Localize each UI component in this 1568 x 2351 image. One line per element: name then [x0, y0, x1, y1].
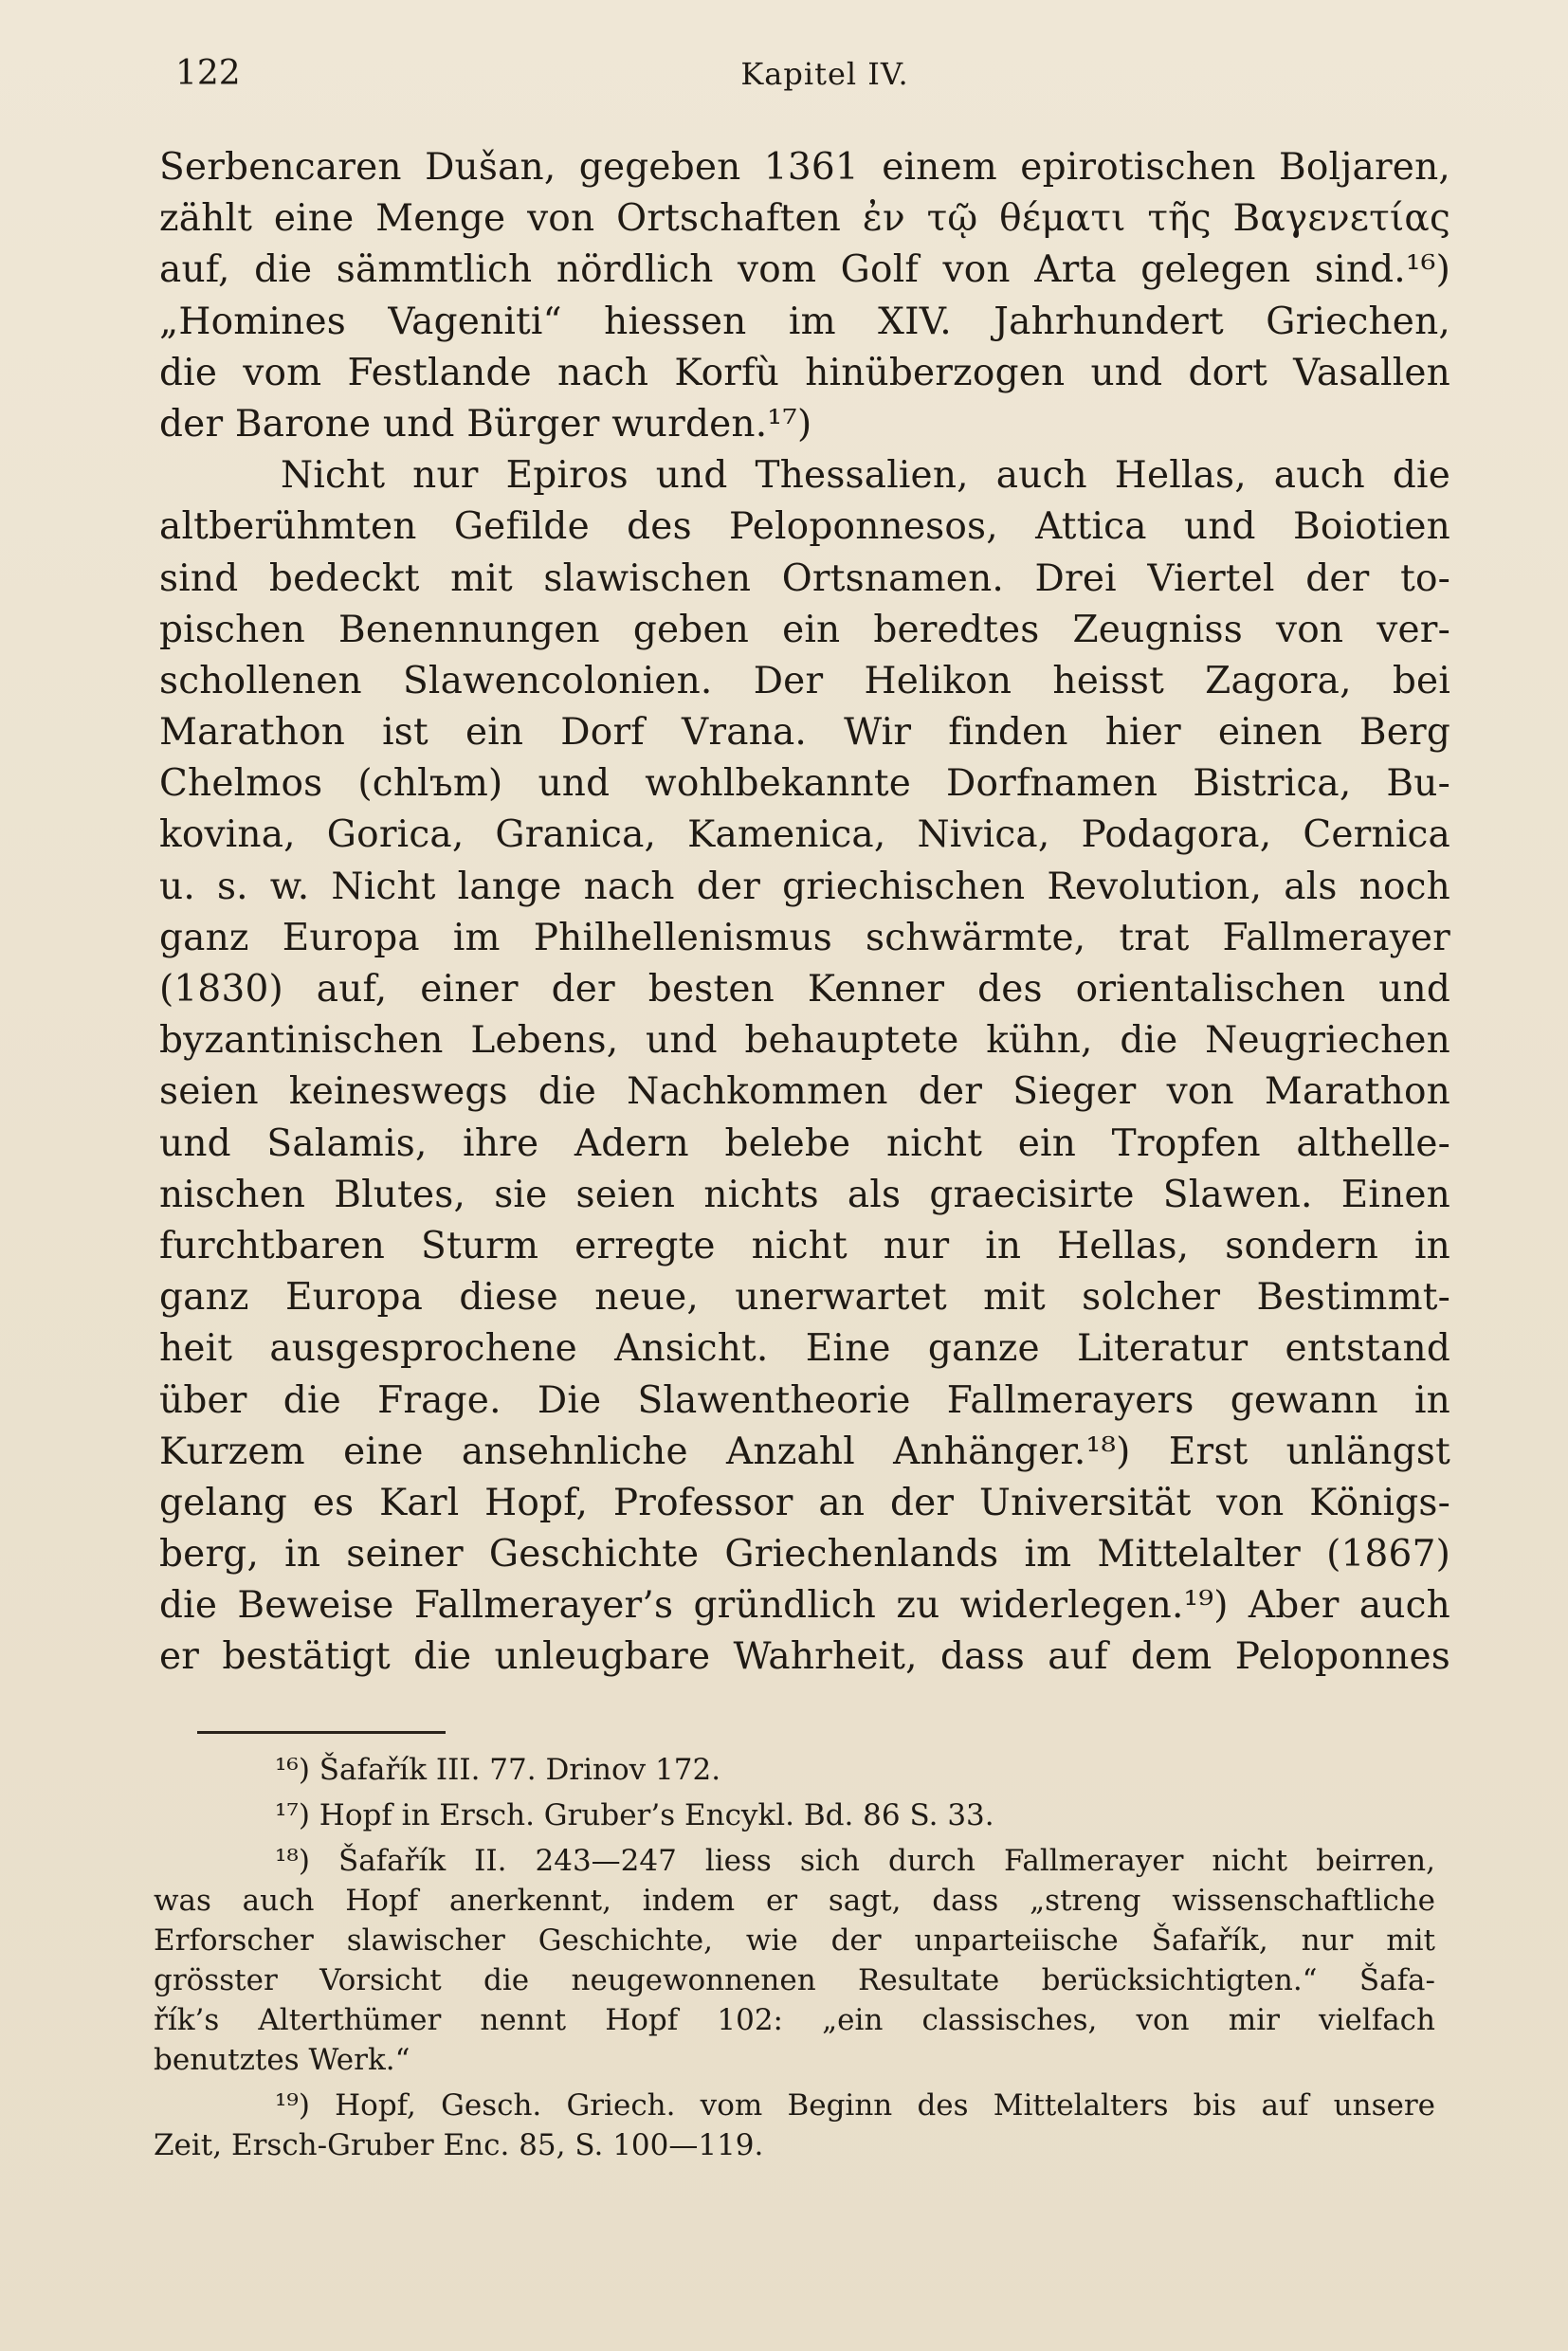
- footnote-line: benutztes Werk.“: [154, 2043, 410, 2077]
- footnote-19: [154, 2086, 1435, 2165]
- body-line: gelang es Karl Hopf, Professor an der Universität von Königs-: [159, 1481, 1450, 1524]
- footnote-line: ¹⁶) Šafařík III. 77. Drinov 172.: [275, 1753, 721, 1787]
- body-line: nischen Blutes, sie seien nichts als graecisirte Slawen. Einen: [159, 1173, 1450, 1216]
- body-line: Nicht nur Epiros und Thessalien, auch Hellas, auch die: [281, 454, 1450, 498]
- footnote-line: ¹⁸) Šafařík II. 243—247 liess sich durch Fallmerayer nicht beirren,: [275, 1844, 1435, 1878]
- footnote-18: [154, 1841, 1435, 2080]
- body-line: Chelmos (chlъm) und wohlbekannte Dorfnamen Bistrica, Bu-: [159, 762, 1450, 806]
- footnote-line: ¹⁹) Hopf, Gesch. Griech. vom Beginn des Mittelalters bis auf unsere: [275, 2088, 1435, 2123]
- body-line: byzantinischen Lebens, und behauptete kühn, die Neugriechen: [159, 1019, 1450, 1063]
- page-number: 122: [175, 54, 241, 93]
- body-line: sind bedeckt mit slawischen Ortsnamen. Drei Viertel der to-: [159, 556, 1450, 600]
- body-line: Kurzem eine ansehnliche Anzahl Anhänger.¹⁸) Erst unlängst: [159, 1430, 1450, 1473]
- footnote-line: Zeit, Ersch-Gruber Enc. 85, S. 100—119.: [154, 2128, 764, 2162]
- footnote-line: ¹⁷) Hopf in Ersch. Gruber’s Encykl. Bd. 86 S. 33.: [275, 1798, 994, 1832]
- footnote-line: was auch Hopf anerkennt, indem er sagt, dass „streng wissenschaftliche: [154, 1884, 1435, 1918]
- body-text: [159, 142, 1450, 1684]
- page-header: [175, 46, 1441, 102]
- body-line: der Barone und Bürger wurden.¹⁷): [159, 402, 812, 446]
- body-line: kovina, Gorica, Granica, Kamenica, Nivica, Podagora, Cernica: [159, 813, 1450, 857]
- body-line: über die Frage. Die Slawentheorie Fallmerayers gewann in: [159, 1378, 1450, 1422]
- body-line: zählt eine Menge von Ortschaften ἐν τῷ θέματι τῆς Βαγενετίας: [159, 197, 1450, 241]
- footnote-16: [154, 1750, 1435, 1790]
- body-line: die vom Festlande nach Korfù hinüberzogen und dort Vasallen: [159, 351, 1450, 394]
- body-line: furchtbaren Sturm erregte nicht nur in Hellas, sondern in: [159, 1224, 1450, 1267]
- body-line: berg, in seiner Geschichte Griechenlands im Mittelalter (1867): [159, 1533, 1450, 1576]
- body-line: die Beweise Fallmerayer’s gründlich zu widerlegen.¹⁹) Aber auch: [159, 1584, 1450, 1628]
- body-line: ganz Europa im Philhellenismus schwärmte, trat Fallmerayer: [159, 916, 1450, 959]
- body-line: und Salamis, ihre Adern belebe nicht ein Tropfen althelle-: [159, 1121, 1450, 1165]
- footnote-line: Erforscher slawischer Geschichte, wie der unparteiische Šafařík, nur mit: [154, 1923, 1435, 1958]
- body-line: Marathon ist ein Dorf Vrana. Wir finden hier einen Berg: [159, 711, 1450, 755]
- body-line: ganz Europa diese neue, unerwartet mit solcher Bestimmt-: [159, 1276, 1450, 1320]
- footnote-line: řík’s Alterthümer nennt Hopf 102: „ein classisches, von mir vielfach: [154, 2003, 1435, 2037]
- body-line: pischen Benennungen geben ein beredtes Zeugniss von ver-: [159, 608, 1450, 651]
- body-line: (1830) auf, einer der besten Kenner des orientalischen und: [159, 968, 1450, 1011]
- body-line: „Homines Vageniti“ hiessen im XIV. Jahrhundert Griechen,: [159, 300, 1450, 343]
- footnote-line: grösster Vorsicht die neugewonnenen Resultate berücksichtigten.“ Šafa-: [154, 1963, 1435, 1997]
- running-head: Kapitel IV.: [740, 56, 909, 92]
- footnote-17: [154, 1795, 1435, 1835]
- body-line: altberühmten Gefilde des Peloponnesos, Attica und Boiotien: [159, 505, 1450, 549]
- body-line: u. s. w. Nicht lange nach der griechischen Revolution, als noch: [159, 865, 1450, 908]
- body-line: auf, die sämmtlich nördlich vom Golf von Arta gelegen sind.¹⁶): [159, 248, 1450, 292]
- body-line: seien keineswegs die Nachkommen der Sieger von Marathon: [159, 1070, 1450, 1114]
- footnote-divider: [197, 1731, 446, 1734]
- footnotes: [154, 1750, 1435, 2165]
- body-line: er bestätigt die unleugbare Wahrheit, dass auf dem Peloponnes: [159, 1635, 1450, 1679]
- body-line: schollenen Slawencolonien. Der Helikon heisst Zagora, bei: [159, 659, 1450, 702]
- body-line: heit ausgesprochene Ansicht. Eine ganze Literatur entstand: [159, 1327, 1450, 1371]
- body-line: Serbencaren Dušan, gegeben 1361 einem epirotischen Boljaren,: [159, 146, 1450, 189]
